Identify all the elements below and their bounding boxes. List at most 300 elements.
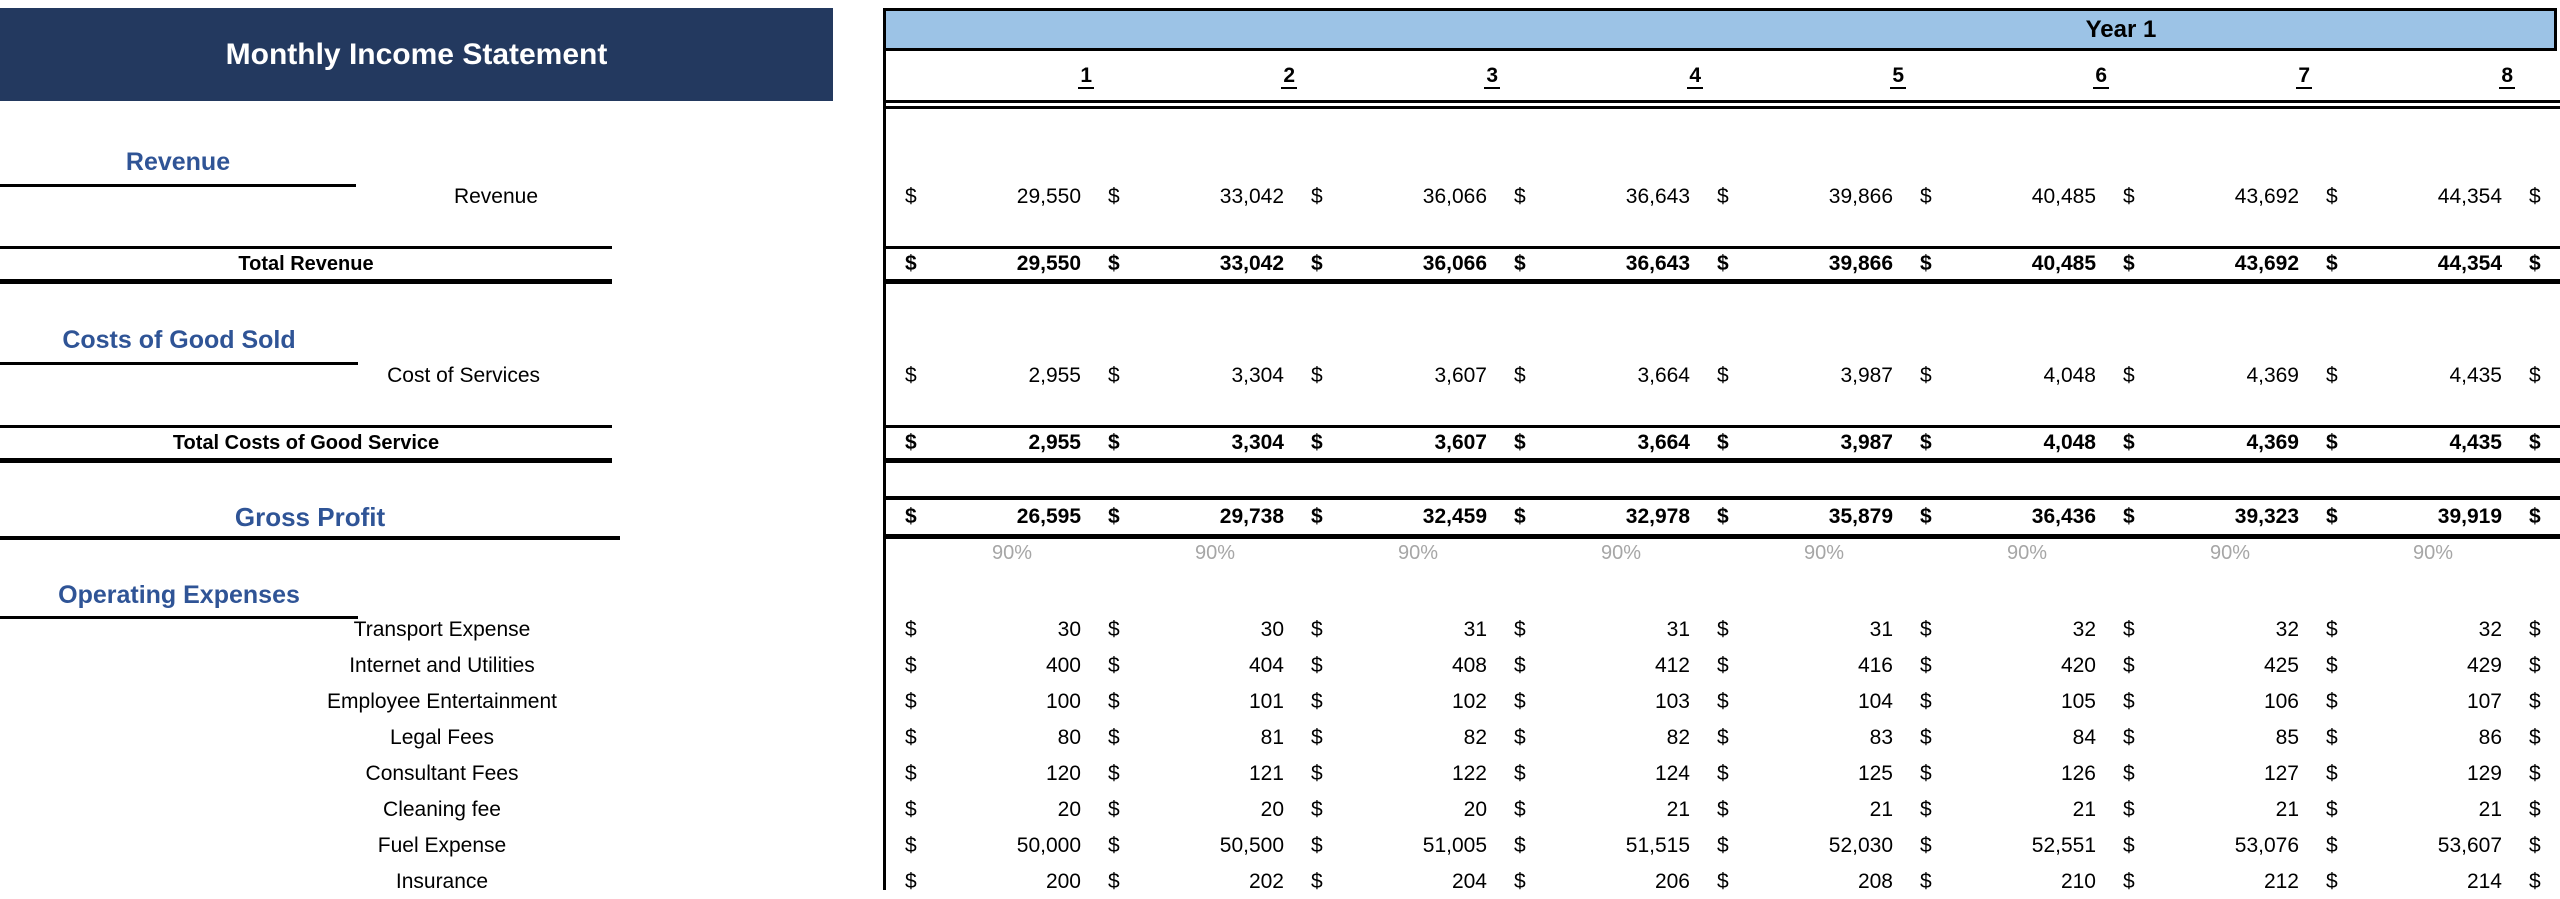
cell-gross-margin-col9[interactable] xyxy=(2507,539,2560,568)
cell-fuel-expense-col3[interactable] xyxy=(1289,829,1492,863)
cell-transport-expense-col5[interactable] xyxy=(1695,613,1898,647)
currency-symbol: $ xyxy=(1920,618,1932,641)
currency-symbol: $ xyxy=(1920,726,1932,749)
currency-symbol: $ xyxy=(1311,185,1323,208)
column-header-1[interactable] xyxy=(883,51,1094,100)
cell-transport-expense-col6[interactable] xyxy=(1898,613,2101,647)
cell-cleaning-fee-col1[interactable] xyxy=(883,793,1086,827)
cell-value: 21 xyxy=(1869,798,1893,821)
cell-gross-margin-col6[interactable] xyxy=(1898,539,2101,568)
cell-consultant-fees-col5[interactable] xyxy=(1695,757,1898,791)
cell-total-cogs-col2[interactable] xyxy=(1086,427,1289,458)
cell-gross-profit-col2[interactable] xyxy=(1086,500,1289,534)
column-header-6[interactable] xyxy=(1898,51,2109,100)
currency-symbol: $ xyxy=(2529,834,2541,857)
cell-value: 3,607 xyxy=(1434,431,1487,454)
currency-symbol: $ xyxy=(1108,364,1120,387)
cell-internet-and-utilities-col9[interactable] xyxy=(2507,649,2560,683)
cell-value: 412 xyxy=(1654,654,1690,677)
currency-symbol: $ xyxy=(1717,834,1729,857)
cell-value: 51,515 xyxy=(1625,834,1690,857)
cell-value: 420 xyxy=(2060,654,2096,677)
column-header-label: 2 xyxy=(1283,64,1295,87)
currency-symbol: $ xyxy=(2529,870,2541,893)
currency-symbol: $ xyxy=(2326,618,2338,641)
cell-cleaning-fee-col7[interactable] xyxy=(2101,793,2304,827)
currency-symbol: $ xyxy=(1108,726,1120,749)
cell-value: 2,955 xyxy=(1028,364,1081,387)
cell-gross-margin-col4[interactable] xyxy=(1492,539,1695,568)
currency-symbol: $ xyxy=(1717,185,1729,208)
cell-value: 29,550 xyxy=(1016,252,1081,275)
currency-symbol: $ xyxy=(1108,834,1120,857)
row-label-expense-7[interactable]: Insurance xyxy=(395,870,489,893)
cell-employee-entertainment-col3[interactable] xyxy=(1289,685,1492,719)
cell-cost-of-services-col1[interactable] xyxy=(883,359,1086,393)
column-header-label: 8 xyxy=(2501,64,2513,87)
cell-value: 43,692 xyxy=(2234,252,2299,275)
cell-fuel-expense-col6[interactable] xyxy=(1898,829,2101,863)
cell-gross-margin-col2[interactable] xyxy=(1086,539,1289,568)
cell-insurance-col9[interactable] xyxy=(2507,865,2560,899)
cell-internet-and-utilities-col5[interactable] xyxy=(1695,649,1898,683)
cell-value: 20 xyxy=(1057,798,1081,821)
row-label-expense-1[interactable]: Internet and Utilities xyxy=(349,654,535,677)
currency-symbol: $ xyxy=(1920,431,1932,454)
currency-symbol: $ xyxy=(2123,762,2135,785)
column-header-3[interactable] xyxy=(1289,51,1500,100)
currency-symbol: $ xyxy=(1920,870,1932,893)
cell-cost-of-services-col5[interactable] xyxy=(1695,359,1898,393)
currency-symbol: $ xyxy=(1108,252,1120,275)
cell-revenue-col3[interactable] xyxy=(1289,180,1492,214)
cell-value: 36,643 xyxy=(1625,252,1690,275)
cell-value: 39,919 xyxy=(2437,505,2502,528)
row-label-expense-4[interactable]: Consultant Fees xyxy=(365,762,519,785)
currency-symbol: $ xyxy=(905,726,917,749)
currency-symbol: $ xyxy=(1717,505,1729,528)
cell-total-cogs-col8[interactable] xyxy=(2304,427,2507,458)
currency-symbol: $ xyxy=(1514,726,1526,749)
currency-symbol: $ xyxy=(2326,654,2338,677)
cell-value: 105 xyxy=(2060,690,2096,713)
cell-cleaning-fee-col9[interactable] xyxy=(2507,793,2560,827)
cell-internet-and-utilities-col4[interactable] xyxy=(1492,649,1695,683)
cell-internet-and-utilities-col8[interactable] xyxy=(2304,649,2507,683)
cell-revenue-col5[interactable] xyxy=(1695,180,1898,214)
cell-value: 33,042 xyxy=(1219,252,1284,275)
currency-symbol: $ xyxy=(1311,762,1323,785)
currency-symbol: $ xyxy=(2529,654,2541,677)
cell-cleaning-fee-col4[interactable] xyxy=(1492,793,1695,827)
cell-value: 29,738 xyxy=(1219,505,1284,528)
cell-value: 2,955 xyxy=(1028,431,1081,454)
currency-symbol: $ xyxy=(2529,431,2541,454)
cell-consultant-fees-col6[interactable] xyxy=(1898,757,2101,791)
cell-internet-and-utilities-col7[interactable] xyxy=(2101,649,2304,683)
section-heading-gross-profit[interactable]: Gross Profit xyxy=(0,498,620,540)
currency-symbol: $ xyxy=(1514,834,1526,857)
row-label-expense-6[interactable]: Fuel Expense xyxy=(377,834,507,857)
row-label-total-revenue[interactable]: Total Revenue xyxy=(0,246,612,284)
cell-transport-expense-col9[interactable] xyxy=(2507,613,2560,647)
cell-value: 50,000 xyxy=(1016,834,1081,857)
cell-value: 3,664 xyxy=(1637,431,1690,454)
cell-transport-expense-col3[interactable] xyxy=(1289,613,1492,647)
currency-symbol: $ xyxy=(905,690,917,713)
cell-value: 107 xyxy=(2466,690,2502,713)
cell-gross-profit-col9[interactable] xyxy=(2507,500,2560,534)
cell-value: 102 xyxy=(1451,690,1487,713)
cell-legal-fees-col7[interactable] xyxy=(2101,721,2304,755)
currency-symbol: $ xyxy=(2326,505,2338,528)
gross-margin-value: 90% xyxy=(1397,542,1439,564)
cell-gross-profit-col3[interactable] xyxy=(1289,500,1492,534)
cell-transport-expense-col8[interactable] xyxy=(2304,613,2507,647)
cell-fuel-expense-col5[interactable] xyxy=(1695,829,1898,863)
column-header-8[interactable] xyxy=(2304,51,2515,100)
column-header-5[interactable] xyxy=(1695,51,1906,100)
cell-insurance-col6[interactable] xyxy=(1898,865,2101,899)
cell-value: 35,879 xyxy=(1828,505,1893,528)
currency-symbol: $ xyxy=(2123,690,2135,713)
currency-symbol: $ xyxy=(1920,834,1932,857)
cell-value: 206 xyxy=(1654,870,1690,893)
cell-total-revenue-col1[interactable] xyxy=(883,248,1086,279)
cell-employee-entertainment-col1[interactable] xyxy=(883,685,1086,719)
cell-employee-entertainment-col4[interactable] xyxy=(1492,685,1695,719)
cell-total-revenue-col7[interactable] xyxy=(2101,248,2304,279)
cell-value: 80 xyxy=(1057,726,1081,749)
cell-total-cogs-col6[interactable] xyxy=(1898,427,2101,458)
cell-value: 51,005 xyxy=(1422,834,1487,857)
row-label-expense-3[interactable]: Legal Fees xyxy=(390,726,494,749)
cell-value: 212 xyxy=(2263,870,2299,893)
cell-value: 404 xyxy=(1248,654,1284,677)
cell-gross-profit-col6[interactable] xyxy=(1898,500,2101,534)
currency-symbol: $ xyxy=(2326,762,2338,785)
cell-internet-and-utilities-col3[interactable] xyxy=(1289,649,1492,683)
currency-symbol: $ xyxy=(1920,505,1932,528)
cell-value: 81 xyxy=(1260,726,1284,749)
cell-total-revenue-col2[interactable] xyxy=(1086,248,1289,279)
cell-cost-of-services-col6[interactable] xyxy=(1898,359,2101,393)
cell-value: 36,643 xyxy=(1625,185,1690,208)
currency-symbol: $ xyxy=(1717,870,1729,893)
cell-internet-and-utilities-col6[interactable] xyxy=(1898,649,2101,683)
currency-symbol: $ xyxy=(2123,654,2135,677)
cell-value: 36,066 xyxy=(1422,185,1487,208)
cell-total-revenue-col3[interactable] xyxy=(1289,248,1492,279)
row-label-total-cogs[interactable]: Total Costs of Good Service xyxy=(0,425,612,463)
cell-total-cogs-col3[interactable] xyxy=(1289,427,1492,458)
cell-gross-margin-col7[interactable] xyxy=(2101,539,2304,568)
cell-value: 121 xyxy=(1248,762,1284,785)
currency-symbol: $ xyxy=(2326,431,2338,454)
currency-symbol: $ xyxy=(1311,364,1323,387)
cell-value: 82 xyxy=(1666,726,1690,749)
row-label-revenue[interactable]: Revenue xyxy=(453,185,538,208)
cell-value: 429 xyxy=(2466,654,2502,677)
cell-value: 3,987 xyxy=(1840,364,1893,387)
cell-total-cogs-col1[interactable] xyxy=(883,427,1086,458)
cell-employee-entertainment-col2[interactable] xyxy=(1086,685,1289,719)
cell-value: 30 xyxy=(1260,618,1284,641)
gross-margin-value: 90% xyxy=(2006,542,2048,564)
cell-value: 31 xyxy=(1869,618,1893,641)
cell-fuel-expense-col7[interactable] xyxy=(2101,829,2304,863)
section-heading-revenue[interactable]: Revenue xyxy=(0,140,356,187)
cell-transport-expense-col1[interactable] xyxy=(883,613,1086,647)
cell-value: 425 xyxy=(2263,654,2299,677)
cell-cost-of-services-col3[interactable] xyxy=(1289,359,1492,393)
cell-legal-fees-col4[interactable] xyxy=(1492,721,1695,755)
cell-insurance-col5[interactable] xyxy=(1695,865,1898,899)
currency-symbol: $ xyxy=(905,762,917,785)
cell-value: 126 xyxy=(2060,762,2096,785)
cell-value: 20 xyxy=(1463,798,1487,821)
cell-value: 52,551 xyxy=(2031,834,2096,857)
cell-value: 120 xyxy=(1045,762,1081,785)
cell-value: 82 xyxy=(1463,726,1487,749)
currency-symbol: $ xyxy=(2123,870,2135,893)
cell-gross-margin-col1[interactable] xyxy=(883,539,1086,568)
cell-total-cogs-col5[interactable] xyxy=(1695,427,1898,458)
cell-cost-of-services-col7[interactable] xyxy=(2101,359,2304,393)
cell-value: 52,030 xyxy=(1828,834,1893,857)
section-heading-cogs[interactable]: Costs of Good Sold xyxy=(0,318,358,365)
currency-symbol: $ xyxy=(905,431,917,454)
cell-cleaning-fee-col6[interactable] xyxy=(1898,793,2101,827)
currency-symbol: $ xyxy=(2123,834,2135,857)
cell-employee-entertainment-col5[interactable] xyxy=(1695,685,1898,719)
currency-symbol: $ xyxy=(2529,726,2541,749)
year-header-band[interactable] xyxy=(883,8,2557,51)
currency-symbol: $ xyxy=(2123,431,2135,454)
column-header-7[interactable] xyxy=(2101,51,2312,100)
cell-legal-fees-col3[interactable] xyxy=(1289,721,1492,755)
cell-total-revenue-col5[interactable] xyxy=(1695,248,1898,279)
cell-total-cogs-col4[interactable] xyxy=(1492,427,1695,458)
cell-value: 200 xyxy=(1045,870,1081,893)
cell-total-cogs-col9[interactable] xyxy=(2507,427,2560,458)
row-label-cost-of-services[interactable]: Cost of Services xyxy=(387,364,540,387)
cell-value: 50,500 xyxy=(1219,834,1284,857)
cell-value: 129 xyxy=(2466,762,2502,785)
cell-revenue-col1[interactable] xyxy=(883,180,1086,214)
cell-consultant-fees-col4[interactable] xyxy=(1492,757,1695,791)
cell-value: 36,436 xyxy=(2031,505,2096,528)
currency-symbol: $ xyxy=(905,364,917,387)
column-header-4[interactable] xyxy=(1492,51,1703,100)
cell-value: 122 xyxy=(1451,762,1487,785)
currency-symbol: $ xyxy=(1717,762,1729,785)
cell-gross-profit-col8[interactable] xyxy=(2304,500,2507,534)
cell-value: 39,323 xyxy=(2234,505,2299,528)
cell-gross-profit-col7[interactable] xyxy=(2101,500,2304,534)
cell-value: 4,369 xyxy=(2246,431,2299,454)
total-cogs-bottom-border xyxy=(883,458,2560,463)
cell-value: 32 xyxy=(2072,618,2096,641)
cell-value: 21 xyxy=(2072,798,2096,821)
cell-gross-profit-col5[interactable] xyxy=(1695,500,1898,534)
cell-transport-expense-col4[interactable] xyxy=(1492,613,1695,647)
gross-margin-value: 90% xyxy=(1803,542,1845,564)
cell-fuel-expense-col9[interactable] xyxy=(2507,829,2560,863)
cell-revenue-col2[interactable] xyxy=(1086,180,1289,214)
cell-revenue-col9[interactable] xyxy=(2507,180,2560,214)
cell-value: 208 xyxy=(1857,870,1893,893)
row-label-expense-2[interactable]: Employee Entertainment xyxy=(327,690,557,713)
currency-symbol: $ xyxy=(2529,252,2541,275)
cell-revenue-col8[interactable] xyxy=(2304,180,2507,214)
cell-cleaning-fee-col2[interactable] xyxy=(1086,793,1289,827)
cell-value: 101 xyxy=(1248,690,1284,713)
cell-cleaning-fee-col8[interactable] xyxy=(2304,793,2507,827)
currency-symbol: $ xyxy=(1514,798,1526,821)
cell-transport-expense-col7[interactable] xyxy=(2101,613,2304,647)
cell-cost-of-services-col9[interactable] xyxy=(2507,359,2560,393)
cell-value: 39,866 xyxy=(1828,185,1893,208)
cell-value: 53,607 xyxy=(2437,834,2502,857)
cell-gross-margin-col8[interactable] xyxy=(2304,539,2507,568)
cell-transport-expense-col2[interactable] xyxy=(1086,613,1289,647)
currency-symbol: $ xyxy=(1717,654,1729,677)
cell-consultant-fees-col7[interactable] xyxy=(2101,757,2304,791)
cell-value: 3,304 xyxy=(1231,364,1284,387)
cell-fuel-expense-col1[interactable] xyxy=(883,829,1086,863)
column-header-2[interactable] xyxy=(1086,51,1297,100)
cell-consultant-fees-col9[interactable] xyxy=(2507,757,2560,791)
cell-employee-entertainment-col7[interactable] xyxy=(2101,685,2304,719)
cell-legal-fees-col8[interactable] xyxy=(2304,721,2507,755)
cell-legal-fees-col2[interactable] xyxy=(1086,721,1289,755)
cell-total-revenue-col6[interactable] xyxy=(1898,248,2101,279)
gross-margin-value: 90% xyxy=(2209,542,2251,564)
currency-symbol: $ xyxy=(2529,505,2541,528)
cell-legal-fees-col6[interactable] xyxy=(1898,721,2101,755)
cell-gross-margin-col5[interactable] xyxy=(1695,539,1898,568)
currency-symbol: $ xyxy=(1920,252,1932,275)
cell-total-revenue-col9[interactable] xyxy=(2507,248,2560,279)
currency-symbol: $ xyxy=(2123,798,2135,821)
currency-symbol: $ xyxy=(2123,364,2135,387)
cell-value: 53,076 xyxy=(2234,834,2299,857)
cell-insurance-col1[interactable] xyxy=(883,865,1086,899)
cell-value: 86 xyxy=(2478,726,2502,749)
column-header-label: 4 xyxy=(1689,64,1701,87)
cell-value: 44,354 xyxy=(2437,185,2502,208)
currency-symbol: $ xyxy=(1514,185,1526,208)
cell-value: 40,485 xyxy=(2031,252,2096,275)
cell-value: 124 xyxy=(1654,762,1690,785)
cell-internet-and-utilities-col1[interactable] xyxy=(883,649,1086,683)
cell-total-revenue-col8[interactable] xyxy=(2304,248,2507,279)
cell-cleaning-fee-col3[interactable] xyxy=(1289,793,1492,827)
currency-symbol: $ xyxy=(1717,690,1729,713)
cell-cost-of-services-col4[interactable] xyxy=(1492,359,1695,393)
cell-cost-of-services-col2[interactable] xyxy=(1086,359,1289,393)
currency-symbol: $ xyxy=(2529,690,2541,713)
cell-value: 32 xyxy=(2478,618,2502,641)
cell-value: 31 xyxy=(1666,618,1690,641)
cell-employee-entertainment-col6[interactable] xyxy=(1898,685,2101,719)
column-header-label: 6 xyxy=(2095,64,2107,87)
column-header-label: 3 xyxy=(1486,64,1498,87)
cell-revenue-col4[interactable] xyxy=(1492,180,1695,214)
cell-fuel-expense-col8[interactable] xyxy=(2304,829,2507,863)
cell-fuel-expense-col2[interactable] xyxy=(1086,829,1289,863)
cell-value: 4,435 xyxy=(2449,431,2502,454)
year-header-label: Year 1 xyxy=(2085,16,2157,43)
cell-total-cogs-col7[interactable] xyxy=(2101,427,2304,458)
cell-consultant-fees-col2[interactable] xyxy=(1086,757,1289,791)
cell-revenue-col6[interactable] xyxy=(1898,180,2101,214)
gross-margin-value: 90% xyxy=(2412,542,2454,564)
cell-consultant-fees-col1[interactable] xyxy=(883,757,1086,791)
cell-cleaning-fee-col5[interactable] xyxy=(1695,793,1898,827)
currency-symbol: $ xyxy=(1311,726,1323,749)
row-label-expense-0[interactable]: Transport Expense xyxy=(353,618,531,641)
cell-value: 104 xyxy=(1857,690,1893,713)
currency-symbol: $ xyxy=(1108,654,1120,677)
cell-consultant-fees-col8[interactable] xyxy=(2304,757,2507,791)
cell-value: 83 xyxy=(1869,726,1893,749)
cell-gross-profit-col1[interactable] xyxy=(883,500,1086,534)
cell-internet-and-utilities-col2[interactable] xyxy=(1086,649,1289,683)
cell-employee-entertainment-col8[interactable] xyxy=(2304,685,2507,719)
cell-consultant-fees-col3[interactable] xyxy=(1289,757,1492,791)
cell-gross-profit-col4[interactable] xyxy=(1492,500,1695,534)
cell-value: 85 xyxy=(2275,726,2299,749)
currency-symbol: $ xyxy=(905,252,917,275)
cell-insurance-col3[interactable] xyxy=(1289,865,1492,899)
cell-fuel-expense-col4[interactable] xyxy=(1492,829,1695,863)
cell-cost-of-services-col8[interactable] xyxy=(2304,359,2507,393)
currency-symbol: $ xyxy=(1311,870,1323,893)
cell-employee-entertainment-col9[interactable] xyxy=(2507,685,2560,719)
currency-symbol: $ xyxy=(1514,870,1526,893)
cell-revenue-col7[interactable] xyxy=(2101,180,2304,214)
row-label-expense-5[interactable]: Cleaning fee xyxy=(383,798,501,821)
cell-value: 3,304 xyxy=(1231,431,1284,454)
cell-value: 39,866 xyxy=(1828,252,1893,275)
currency-symbol: $ xyxy=(1514,690,1526,713)
cell-legal-fees-col1[interactable] xyxy=(883,721,1086,755)
currency-symbol: $ xyxy=(1717,364,1729,387)
section-heading-operating-expenses[interactable]: Operating Expenses xyxy=(0,574,358,619)
cell-insurance-col7[interactable] xyxy=(2101,865,2304,899)
gross-margin-value: 90% xyxy=(1194,542,1236,564)
column-header-label: 1 xyxy=(1080,64,1092,87)
cell-value: 125 xyxy=(1857,762,1893,785)
cell-gross-margin-col3[interactable] xyxy=(1289,539,1492,568)
cell-value: 100 xyxy=(1045,690,1081,713)
currency-symbol: $ xyxy=(1514,364,1526,387)
cell-legal-fees-col5[interactable] xyxy=(1695,721,1898,755)
currency-symbol: $ xyxy=(1514,505,1526,528)
cell-insurance-col8[interactable] xyxy=(2304,865,2507,899)
cell-insurance-col2[interactable] xyxy=(1086,865,1289,899)
cell-total-revenue-col4[interactable] xyxy=(1492,248,1695,279)
currency-symbol: $ xyxy=(905,618,917,641)
cell-value: 20 xyxy=(1260,798,1284,821)
cell-legal-fees-col9[interactable] xyxy=(2507,721,2560,755)
cell-value: 31 xyxy=(1463,618,1487,641)
currency-symbol: $ xyxy=(1108,185,1120,208)
cell-insurance-col4[interactable] xyxy=(1492,865,1695,899)
currency-symbol: $ xyxy=(2123,618,2135,641)
